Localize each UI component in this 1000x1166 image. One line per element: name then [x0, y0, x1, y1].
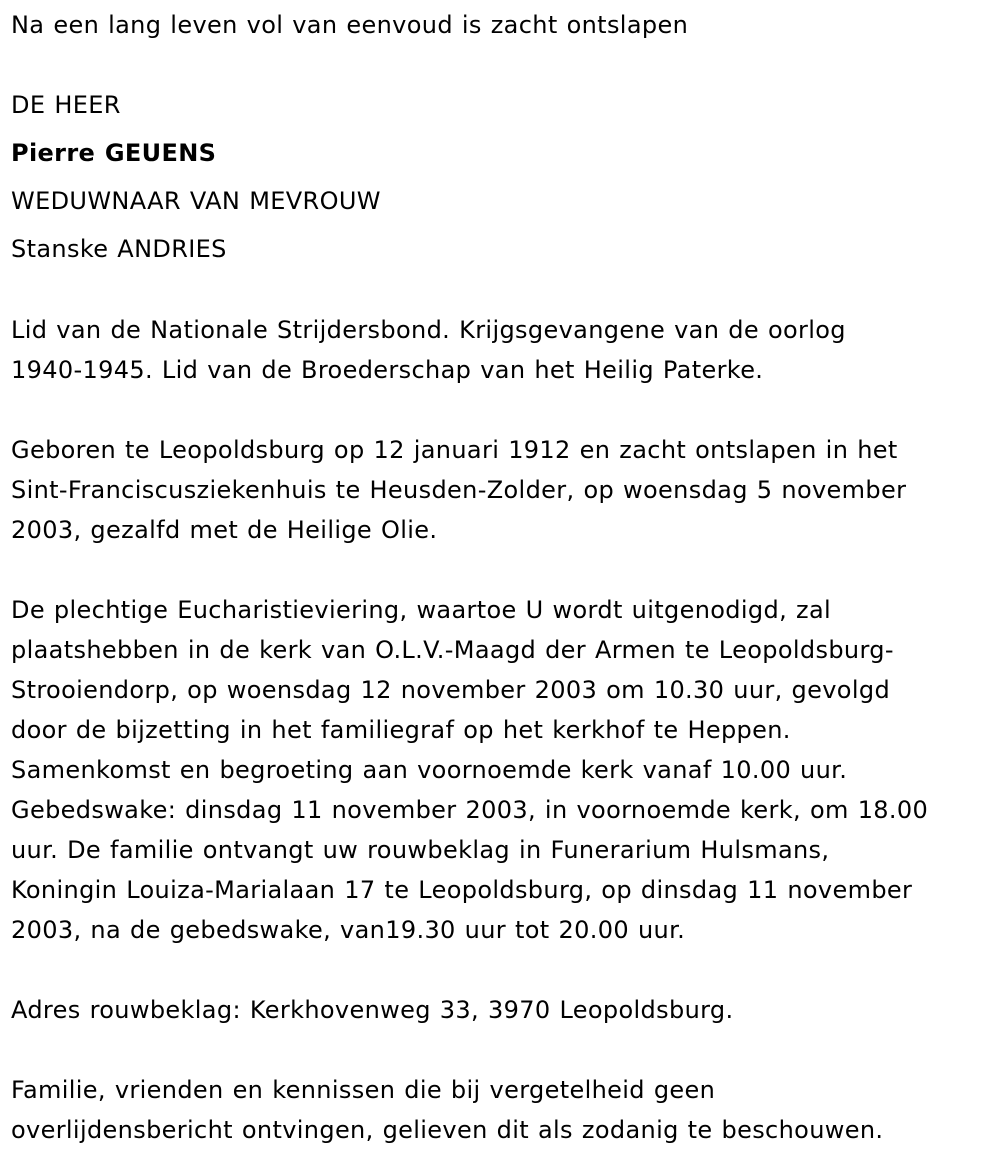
birth-paragraph	[11, 430, 986, 550]
service-paragraph	[11, 590, 986, 950]
paragraph-line: door de bijzetting in het familiegraf op het kerkhof te Heppen.	[11, 716, 791, 744]
paragraph-line: plaatshebben in de kerk van O.L.V.-Maagd der Armen te Leopoldsburg-	[11, 636, 894, 664]
paragraph-line: Geboren te Leopoldsburg op 12 januari 1912 en zacht ontslapen in het	[11, 436, 898, 464]
title-prefix: DE HEER	[11, 91, 121, 119]
paragraph-line: Koningin Louiza-Marialaan 17 te Leopoldsburg, op dinsdag 11 november	[11, 876, 913, 904]
paragraph-line: De plechtige Eucharistieviering, waartoe U wordt uitgenodigd, zal	[11, 596, 832, 624]
paragraph-line: Sint-Franciscusziekenhuis te Heusden-Zolder, op woensdag 5 november	[11, 476, 907, 504]
paragraph-line: Gebedswake: dinsdag 11 november 2003, in voornoemde kerk, om 18.00	[11, 796, 929, 824]
membership-paragraph	[11, 310, 986, 390]
paragraph-line: overlijdensbericht ontvingen, gelieven dit als zodanig te beschouwen.	[11, 1116, 884, 1144]
paragraph-line: Lid van de Nationale Strijdersbond. Krijgsgevangene van de oorlog	[11, 316, 846, 344]
paragraph-line: Strooiendorp, op woensdag 12 november 2003 om 10.30 uur, gevolgd	[11, 676, 891, 704]
spouse-prefix: WEDUWNAAR VAN MEVROUW	[11, 187, 381, 215]
paragraph-line: Samenkomst en begroeting aan voornoemde kerk vanaf 10.00 uur.	[11, 756, 848, 784]
deceased-name: Pierre GEUENS	[11, 139, 217, 167]
paragraph-line: 2003, gezalfd met de Heilige Olie.	[11, 516, 438, 544]
spouse-name: Stanske ANDRIES	[11, 235, 227, 263]
intro-text: Na een lang leven vol van eenvoud is zacht ontslapen	[11, 11, 689, 39]
paragraph-line: Adres rouwbeklag: Kerkhovenweg 33, 3970 Leopoldsburg.	[11, 996, 734, 1024]
address-paragraph	[11, 990, 986, 1030]
paragraph-line: uur. De familie ontvangt uw rouwbeklag in Funerarium Hulsmans,	[11, 836, 830, 864]
paragraph-line: Familie, vrienden en kennissen die bij vergetelheid geen	[11, 1076, 716, 1104]
paragraph-line: 1940-1945. Lid van de Broederschap van het Heilig Paterke.	[11, 356, 764, 384]
closing-paragraph	[11, 1070, 986, 1150]
paragraph-line: 2003, na de gebedswake, van19.30 uur tot 20.00 uur.	[11, 916, 686, 944]
